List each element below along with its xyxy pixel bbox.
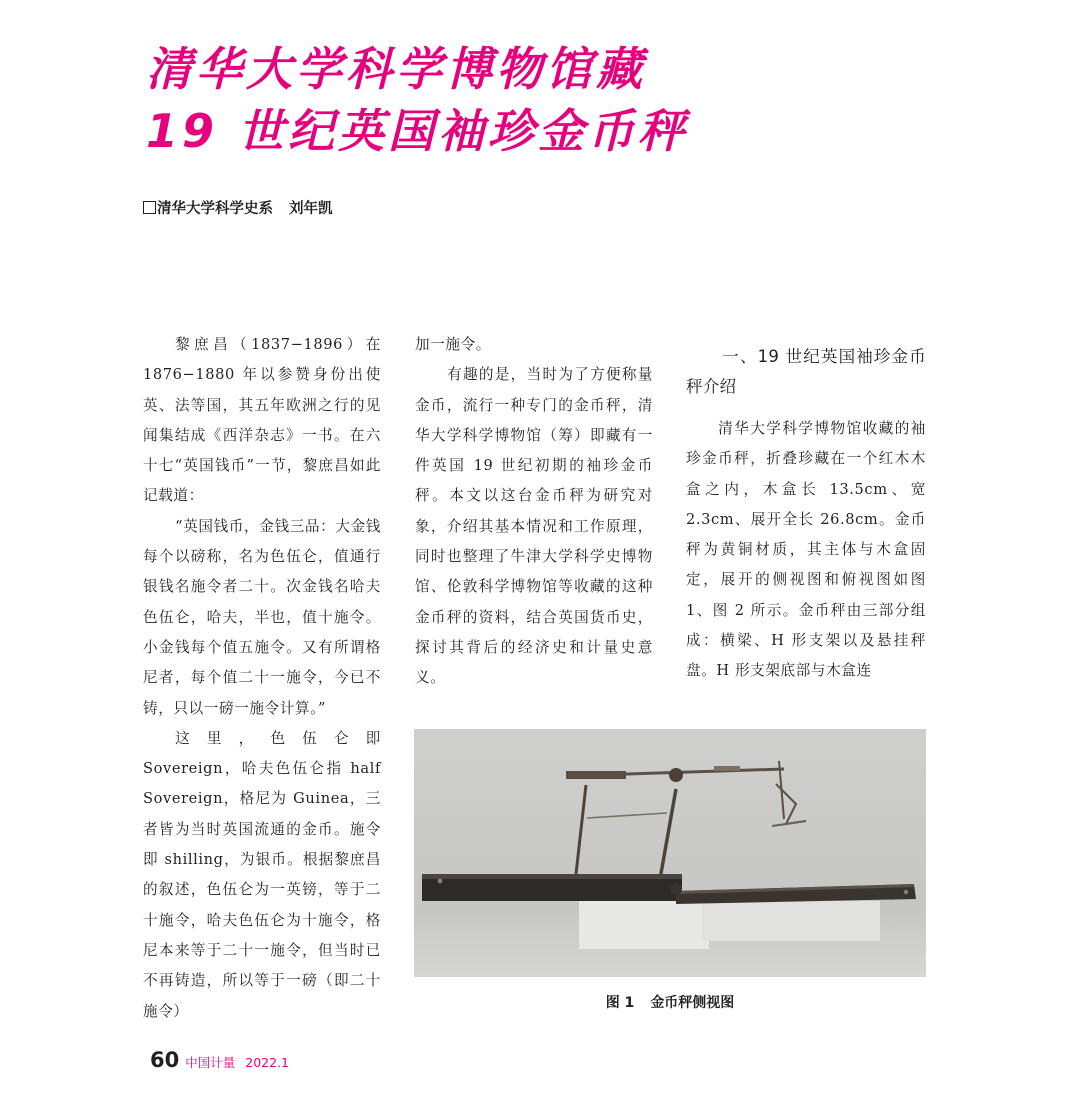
paragraph: 黎庶昌（1837−1896）在 1876−1880 年以参赞身份出使英、法等国，其五年欧洲之行的见闻集结成《西洋杂志》一书。在六十七“英国钱币”一节，黎庶昌如此记载道： — [143, 336, 381, 505]
figure-label: 图 1 — [605, 995, 635, 1011]
body-column-1 — [143, 330, 381, 1027]
body-column-3 — [686, 342, 926, 687]
figure-caption-text: 金币秤侧视图 — [650, 995, 735, 1011]
author-affiliation: 清华大学科学史系 — [157, 201, 273, 217]
article-title-line-2: 19 世纪英国袖珍金币秤 — [146, 104, 689, 158]
author-name: 刘年凯 — [289, 201, 333, 217]
body-column-2 — [415, 330, 653, 694]
paragraph: 加一施令。 — [415, 336, 491, 353]
page-footer — [150, 1048, 289, 1072]
journal-issue: 2022.1 — [245, 1055, 289, 1070]
page-number: 60 — [150, 1048, 180, 1072]
square-bullet-icon — [143, 201, 156, 214]
coin-scale-side-view-photo — [414, 729, 926, 977]
quotation-paragraph: “英国钱币，金钱三品：大金钱每个以磅称，名为色伍仑，值通行银钱名施令者二十。次金钱名哈夫色伍仑，哈夫，半也，值十施令。小金钱每个值五施令。又有所谓格尼者，每个值二十一施令，今已不铸，只以一磅一施令计算。” — [143, 517, 381, 717]
paragraph: 这里，色伍仑即 Sovereign，哈夫色伍仑指 half Sovereign，格尼为 Guinea，三者皆为当时英国流通的金币。施令即 shilling，为银币。根据黎庶昌的叙述，色伍仑为一英镑，等于二十施令，哈夫色伍仑为十施令，格尼本来等于二十一施令，但当时已不再铸造，所以等于一磅（即二十施令） — [143, 729, 381, 1020]
paragraph: 清华大学科学博物馆收藏的袖珍金币秤，折叠珍藏在一个红木木盒之内，木盒长 13.5cm、宽 2.3cm、展开全长 26.8cm。金币秤为黄铜材质，其主体与木盒固定，展开的侧视图和俯视图如图 1、图 2 所示。金币秤由三部分组成：横梁、H 形支架以及悬挂秤盘。H 形支架底部与木盒连 — [686, 420, 926, 680]
article-title-line-1: 清华大学科学博物馆藏 — [146, 42, 646, 96]
journal-name: 中国计量 — [185, 1055, 236, 1070]
figure-1-photo — [414, 729, 926, 977]
paragraph: 有趣的是，当时为了方便称量金币，流行一种专门的金币秤，清华大学科学博物馆（筹）即藏有一件英国 19 世纪初期的袖珍金币秤。本文以这台金币秤为研究对象，介绍其基本情况和工作原理，同时也整理了牛津大学科学史博物馆、伦敦科学博物馆等收藏的这种金币秤的资料，结合英国货币史，探讨其背后的经济史和计量史意义。 — [415, 366, 653, 687]
byline — [143, 199, 333, 219]
section-heading: 一、19 世纪英国袖珍金币秤介绍 — [686, 347, 926, 396]
figure-caption — [414, 993, 926, 1013]
